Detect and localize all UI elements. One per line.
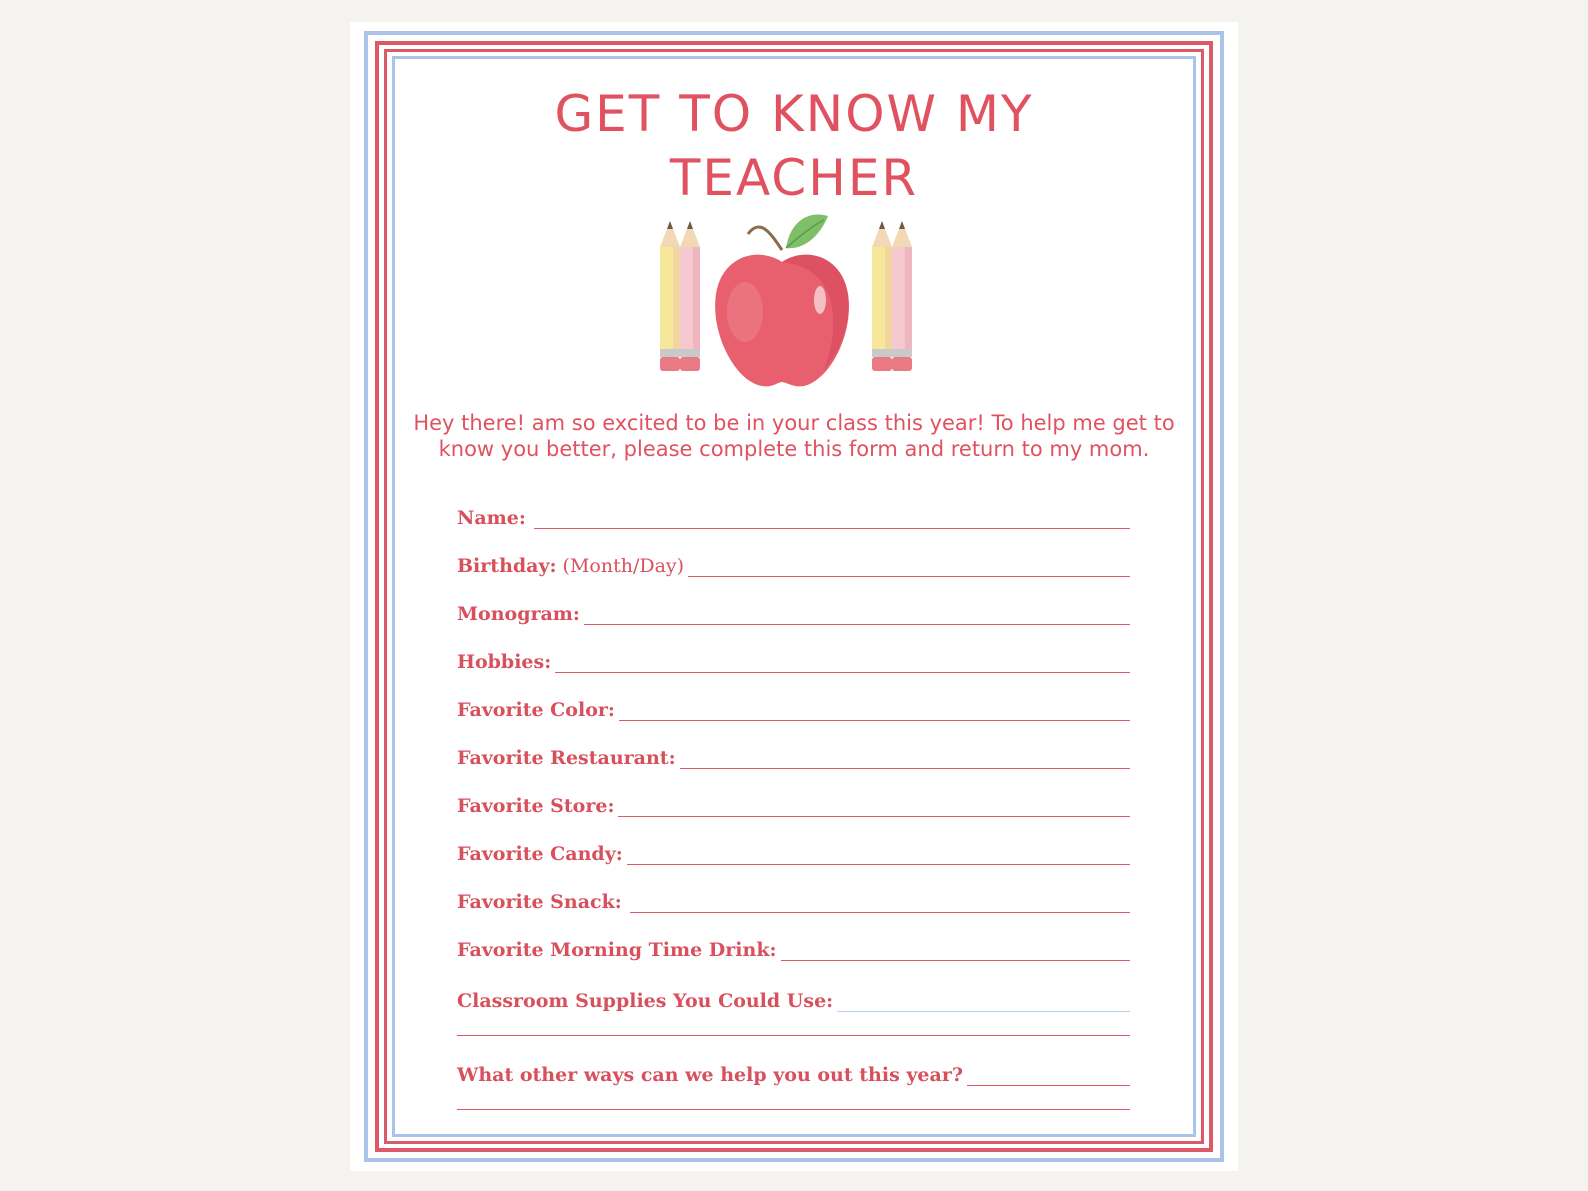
field-label: Favorite Morning Time Drink: xyxy=(457,939,777,961)
field-label: Favorite Candy: xyxy=(457,843,623,865)
field-hobbies[interactable] xyxy=(457,640,1130,674)
field-name[interactable] xyxy=(457,496,1130,530)
answer-line[interactable] xyxy=(627,864,1130,865)
pencils-icon xyxy=(872,221,912,371)
answer-line-continued[interactable] xyxy=(457,1035,1130,1036)
answer-line[interactable] xyxy=(584,624,1130,625)
intro-text: Hey there! am so excited to be in your class this year! To help me get to know you better, please complete this form and return to my mom. xyxy=(413,411,1175,461)
field-label: Hobbies: xyxy=(457,651,552,673)
field-label: Favorite Store: xyxy=(457,795,615,817)
answer-line[interactable] xyxy=(534,528,1130,529)
pencils-icon xyxy=(660,221,700,371)
field-other-help[interactable] xyxy=(457,1053,1130,1087)
title-line-2: TEACHER xyxy=(669,149,919,207)
field-favorite-candy[interactable] xyxy=(457,832,1130,866)
answer-line[interactable] xyxy=(688,576,1130,577)
illustration xyxy=(350,22,1238,442)
printable-sheet xyxy=(350,22,1238,1171)
answer-line[interactable] xyxy=(619,720,1130,721)
field-favorite-color[interactable] xyxy=(457,688,1130,722)
answer-line[interactable] xyxy=(837,1011,1130,1012)
answer-line-continued[interactable] xyxy=(457,1109,1130,1110)
field-favorite-snack[interactable] xyxy=(457,880,1130,914)
field-label: What other ways can we help you out this year? xyxy=(457,1064,963,1086)
field-label: Classroom Supplies You Could Use: xyxy=(457,990,834,1012)
field-favorite-restaurant[interactable] xyxy=(457,736,1130,770)
answer-line[interactable] xyxy=(781,960,1130,961)
field-label: Monogram: xyxy=(457,603,580,625)
field-favorite-morning-drink[interactable] xyxy=(457,928,1130,962)
field-birthday[interactable] xyxy=(457,544,1130,578)
field-classroom-supplies[interactable] xyxy=(457,979,1130,1013)
answer-line[interactable] xyxy=(680,768,1130,769)
field-label: Favorite Color: xyxy=(457,699,615,721)
answer-line[interactable] xyxy=(555,672,1130,673)
field-label: Favorite Snack: xyxy=(457,891,622,913)
apple-icon xyxy=(715,214,849,386)
answer-line[interactable] xyxy=(630,912,1130,913)
field-monogram[interactable] xyxy=(457,592,1130,626)
answer-line[interactable] xyxy=(967,1085,1130,1086)
field-label: Name: xyxy=(457,507,526,529)
field-hint: (Month/Day) xyxy=(562,555,685,577)
title-line-1: GET TO KNOW MY xyxy=(554,85,1034,143)
field-label: Favorite Restaurant: xyxy=(457,747,676,769)
field-favorite-store[interactable] xyxy=(457,784,1130,818)
answer-line[interactable] xyxy=(618,816,1130,817)
field-label: Birthday: xyxy=(457,555,557,577)
